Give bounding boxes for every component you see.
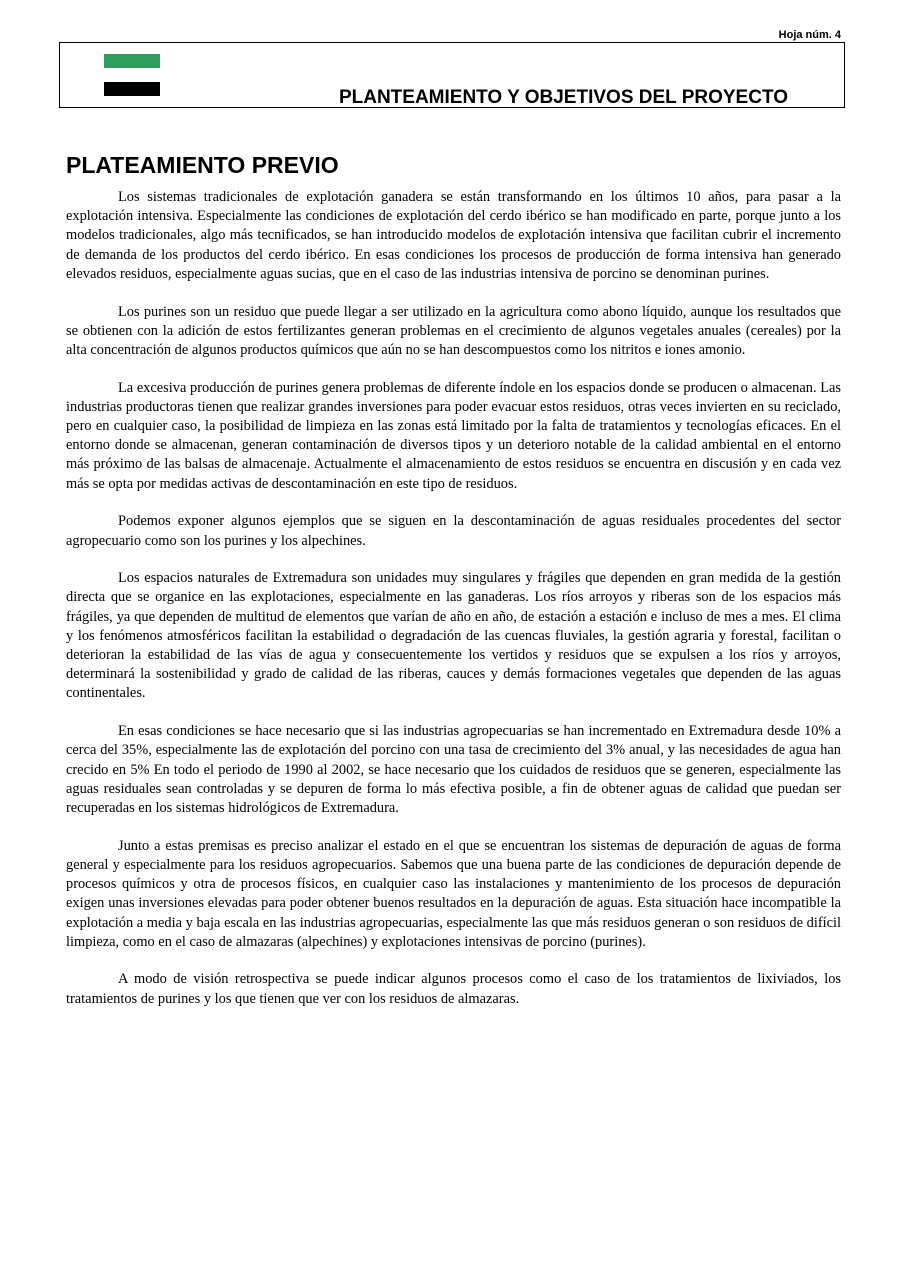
page-number: Hoja núm. 4 [778, 29, 841, 41]
paragraph: Podemos exponer algunos ejemplos que se siguen en la descontaminación de aguas residuales procedentes del sector agropecuario como son los purines y los alpechines. [66, 513, 841, 549]
paragraph: En esas condiciones se hace necesario que si las industrias agropecuarias se han incrementado en Extremadura desde 10% a cerca del 35%, especialmente las de explotación del porcino con una tasa de crecimiento del 3% anual, y las necesidades de agua han crecido en 5% En todo el periodo de 1990 al 2002, se hace necesario que los cuidados de residuos que se generen, especialmente las aguas residuales sean controladas y se depuren de forma lo más efectiva posible, a fin de obtener aguas de calidad que puedan ser recuperadas en los sistemas hidrológicos de Extremadura. [66, 723, 841, 816]
header-title: PLANTEAMIENTO Y OBJETIVOS DEL PROYECTO [338, 87, 788, 108]
page-header [59, 42, 845, 108]
flag-black-stripe [104, 82, 160, 96]
paragraph: Los espacios naturales de Extremadura son unidades muy singulares y frágiles que dependen en gran medida de la gestión directa que se organice en las explotaciones, especialmente en las ganaderas. Los ríos arroyos y riberas son de los espacios más frágiles, ya que dependen de multitud de elementos que varían de año en año, de estación a estación e incluso de mes a mes. El clima y los fenómenos atmosféricos facilitan la estabilidad o degradación de las cuencas fluviales, la gestión agraria y forestal, facilitan o deterioran la estabilidad de las vías de agua y consecuentemente los vertidos y residuos que se expulsen a los ríos y arroyos, determinará la sostenibilidad y grado de calidad de las riberas, cauces y demás formaciones vegetales que dependen de las aguas continentales. [66, 570, 841, 702]
paragraph: Los purines son un residuo que puede llegar a ser utilizado en la agricultura como abono líquido, aunque los resultados que se obtienen con la adición de estos fertilizantes generan problemas en el crecimiento de algunos vegetales anuales (cereales) por la alta concentración de algunos productos químicos que aún no se han descompuestos como los nitritos e iones amonio. [66, 303, 841, 358]
paragraph: La excesiva producción de purines genera problemas de diferente índole en los espacios donde se producen o almacenan. Las industrias productoras tienen que realizar grandes inversiones para poder evacuar estos residuos, otras veces invierten en su reciclado, pero en cualquier caso, la posibilidad de limpieza en las zonas está limitado por la falta de tratamientos y tecnologías eficaces. En el entorno donde se almacenan, generan contaminación de diversos tipos y un deterioro notable de la calidad ambiental en el entorno más próximo de las balsas de almacenaje. Actualmente el almacenamiento de estos residuos se encuentra en discusión y en cada vez más se opta por medidas activas de descontaminación en este tipo de residuos. [66, 379, 841, 492]
document-body [66, 152, 841, 1027]
paragraph: Los sistemas tradicionales de explotación ganadera se están transformando en los últimos 10 años, para pasar a la explotación intensiva. Especialmente las condiciones de explotación del cerdo ibérico se han modificado en parte, porque junto a los modelos tradicionales, algo más tecnificados, se han introducido modelos de explotación intensiva que facilitan cubrir el incremento de demanda de los productos del cerdo ibérico. En esas condiciones los procesos de producción de forma intensiva han generado elevados residuos, especialmente aguas sucias, que en el caso de las industrias intensiva de porcino se denominan purines. [66, 189, 841, 282]
flag-green-stripe [104, 54, 160, 68]
paragraph: Junto a estas premisas es preciso analizar el estado en el que se encuentran los sistemas de depuración de aguas de forma general y especialmente para los residuos agropecuarios. Sabemos que una buena parte de las condiciones de depuración depende de procesos químicos y otra de procesos físicos, en cualquier caso las instalaciones y mantenimiento de los procesos de depuración exigen unas inversiones elevadas para poder obtener buenos resultados en la depuración de aguas. Esta situación hace incompatible la explotación a media y baja escala en las industrias agropecuarias, especialmente las que más residuos generan o son residuos de difícil limpieza, como en el caso de almazaras (alpechines) y explotaciones intensivas de porcino (purines). [66, 837, 841, 950]
paragraph: A modo de visión retrospectiva se puede indicar algunos procesos como el caso de los tratamientos de lixiviados, los tratamientos de purines y los que tienen que ver con los residuos de almazaras. [66, 971, 841, 1007]
section-title: PLATEAMIENTO PREVIO [66, 152, 339, 178]
